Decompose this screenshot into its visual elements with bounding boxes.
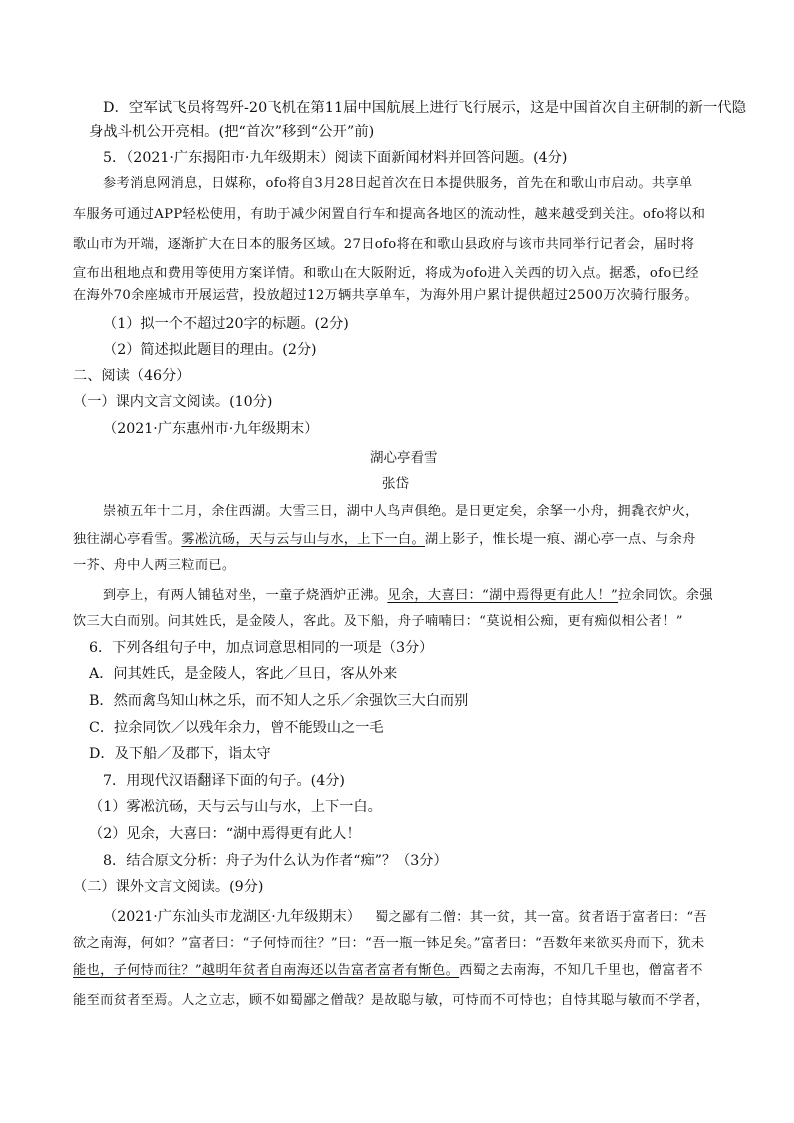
passage-text: 拉余同饮。余强 bbox=[618, 588, 713, 603]
passage-para2-line2: 饮三大白而别。问其姓氏，是金陵人，客此。及下船，舟子喃喃曰：“莫说相公痴，更有痴似相公者！” bbox=[73, 614, 683, 629]
underlined-sentence: 能也，子何恃而往？”越明年贫者自南海还以告富者富者有惭色。 bbox=[73, 963, 460, 978]
passage-para1-line1: 崇祯五年十二月，余住西湖。大雪三日，湖中人鸟声俱绝。是日更定矣，余拏一小舟，拥毳衣炉火， bbox=[103, 504, 699, 519]
q6-option-a: A．问其姓氏，是金陵人，客此／旦日，客从外来 bbox=[89, 666, 398, 682]
q5-subquestion-2: （2）简述拟此题目的理由。(2分) bbox=[103, 342, 317, 358]
passage-title: 湖心亭看雪 bbox=[370, 450, 438, 466]
q7-sentence-2: （2）见余，大喜曰：“湖中焉得更有此人！ bbox=[89, 826, 361, 842]
part2-line3 bbox=[73, 961, 703, 981]
part2-line2: 欲之南海，何如？”富者曰：“子何恃而往？”曰：“吾一瓶一钵足矣。”富者曰：“吾数年来欲买舟而下，犹未 bbox=[73, 936, 705, 951]
q4-option-d-line2: 身战斗机公开亮相。(把“首次”移到“公开”前) bbox=[89, 124, 375, 140]
q7-sentence-1: （1）雾凇沆砀，天与云与山与水，上下一白。 bbox=[89, 799, 382, 815]
part1-heading: （一）课内文言文阅读。(10分) bbox=[73, 394, 273, 410]
passage-text: 独往湖心亭看雪。 bbox=[73, 532, 182, 547]
q5-subquestion-1: （1）拟一个不超过20字的标题。(2分) bbox=[103, 316, 349, 332]
q6-option-b: B．然而禽鸟知山林之乐，而不知人之乐／余强饮三大白而别 bbox=[89, 693, 469, 709]
part2-line4: 能至而贫者至焉。人之立志，顾不如蜀鄙之僧哉？是故聪与敏，可恃而不可恃也；自恃其聪与敏而不学者， bbox=[73, 993, 710, 1008]
part2-source: （2021·广东汕头市龙湖区·九年级期末） bbox=[103, 909, 361, 925]
q4-option-d-line1: D．空军试飞员将驾歼-20飞机在第11届中国航展上进行飞行展示，这是中国首次自主研制的新一代隐 bbox=[103, 100, 747, 116]
q5-stem: 5．（2021·广东揭阳市·九年级期末）阅读下面新闻材料并回答问题。(4分) bbox=[103, 150, 568, 166]
q6-stem: 6．下列各组句子中，加点词意思相同的一项是（3分） bbox=[89, 640, 434, 656]
q5-passage-line1: 参考消息网消息，日媒称，ofo将自3月28日起首次在日本提供服务，首先在和歌山市启动。共享单 bbox=[103, 176, 693, 191]
q5-passage-line4: 宣布出租地点和费用等使用方案详情。和歌山在大阪附近，将成为ofo进入关西的切入点。据悉，ofo已经 bbox=[73, 266, 699, 281]
passage-para1-line2 bbox=[73, 530, 696, 550]
part2-heading: （二）课外文言文阅读。(9分) bbox=[73, 879, 264, 895]
passage-author: 张岱 bbox=[382, 476, 409, 492]
q7-stem: 7．用现代汉语翻译下面的句子。(4分) bbox=[103, 773, 345, 789]
section-heading: 二、阅读（46分） bbox=[73, 368, 191, 384]
part2-line1 bbox=[103, 907, 707, 928]
passage-para2-line1 bbox=[103, 586, 713, 606]
q5-passage-line2: 车服务可通过APP轻松使用，有助于减少闲置自行车和提高各地区的流动性，越来越受到关注。ofo将以和 bbox=[73, 207, 706, 222]
underlined-sentence: 见余，大喜曰：“湖中焉得更有此人！” bbox=[387, 588, 619, 603]
passage-para1-line3: 一芥、舟中人两三粒而已。 bbox=[73, 558, 236, 573]
underlined-sentence: 雾凇沆砀，天与云与山与水，上下一白。 bbox=[181, 532, 425, 547]
q6-option-d: D．及下船／及郡下，诣太守 bbox=[89, 746, 271, 762]
part1-source: （2021·广东惠州市·九年级期末） bbox=[103, 421, 319, 437]
passage-text: 到亭上，有两人铺毡对坐，一童子烧酒炉正沸。 bbox=[103, 588, 388, 603]
q5-passage-line5: 在海外70余座城市开展运营，投放超过12万辆共享单车，为海外用户累计提供超过2500万次骑行服务。 bbox=[73, 288, 698, 303]
q6-option-c: C．拉余同饮／以残年余力，曾不能毁山之一毛 bbox=[89, 720, 384, 736]
q5-passage-line3: 歌山市为开端，逐渐扩大在日本的服务区域。27日ofo将在和歌山县政府与该市共同举行记者会，届时将 bbox=[73, 237, 695, 252]
passage-text: 西蜀之去南海，不知几千里也，僧富者不 bbox=[459, 963, 703, 978]
q8-stem: 8．结合原文分析：舟子为什么认为作者“痴”？（3分） bbox=[103, 853, 448, 869]
passage-text: 湖上影子，惟长堤一痕、湖心亭一点、与余舟 bbox=[425, 532, 696, 547]
passage-text: 蜀之鄙有二僧：其一贫，其一富。贫者语于富者曰：“吾 bbox=[374, 910, 707, 925]
